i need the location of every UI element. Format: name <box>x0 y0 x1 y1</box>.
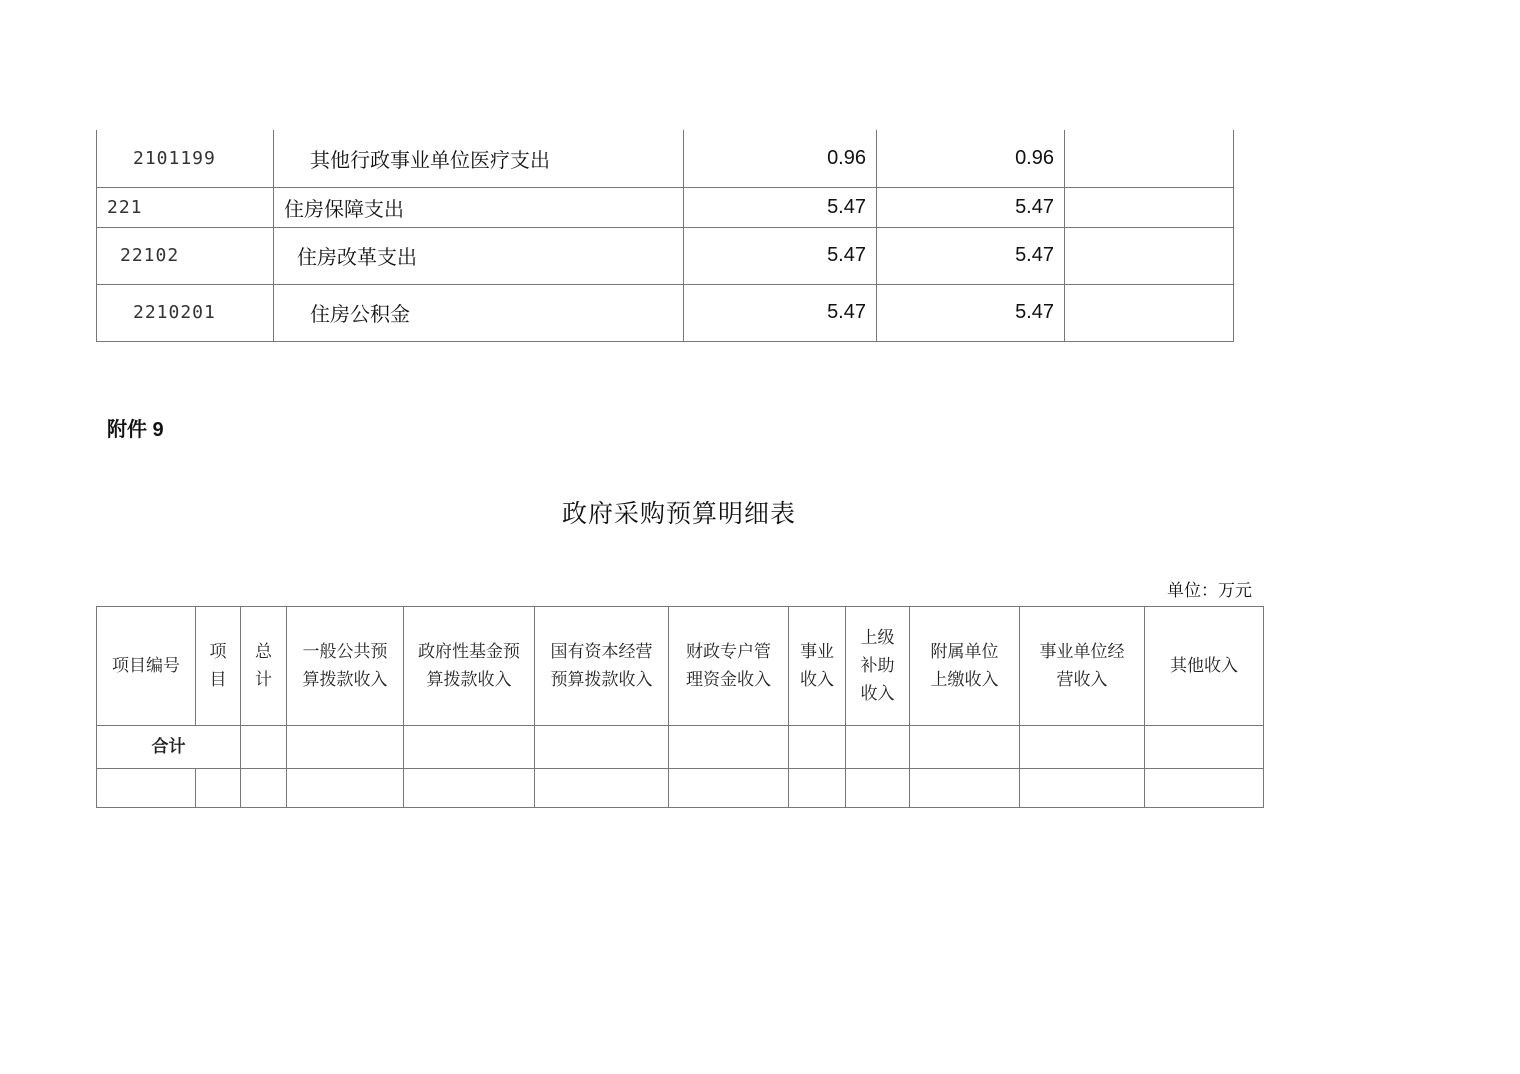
table-cell <box>846 726 910 769</box>
table-cell <box>789 726 846 769</box>
header-state-capital: 国有资本经营预算拨款收入 <box>535 607 669 726</box>
header-gov-fund: 政府性基金预算拨款收入 <box>404 607 535 726</box>
expense-name: 其他行政事业单位医疗支出 <box>274 130 684 187</box>
table-row <box>97 284 1234 341</box>
header-project-code: 项目编号 <box>97 607 196 726</box>
expense-total: 5.47 <box>684 284 877 341</box>
total-row <box>97 726 1264 769</box>
expense-project <box>1065 187 1234 227</box>
table-cell <box>910 769 1020 808</box>
header-special-fund: 财政专户管理资金收入 <box>669 607 789 726</box>
header-total: 总计 <box>241 607 287 726</box>
expense-project <box>1065 130 1234 187</box>
table-cell <box>535 726 669 769</box>
table-cell <box>535 769 669 808</box>
table-row <box>97 130 1234 187</box>
attachment-label: 附件 9 <box>107 419 164 441</box>
table-cell <box>1020 769 1145 808</box>
expense-code: 2210201 <box>97 284 274 341</box>
table-cell <box>1145 769 1264 808</box>
total-row-label: 合计 <box>97 726 241 769</box>
header-other-income: 其他收入 <box>1145 607 1264 726</box>
expense-code: 221 <box>97 187 274 227</box>
table-cell <box>910 726 1020 769</box>
table-cell <box>1145 726 1264 769</box>
header-superior-subsidy: 上级补助收入 <box>846 607 910 726</box>
header-general-public: 一般公共预算拨款收入 <box>287 607 404 726</box>
table-cell <box>669 769 789 808</box>
table-cell <box>669 726 789 769</box>
table-cell <box>287 726 404 769</box>
page-title: 政府采购预算明细表 <box>561 499 796 528</box>
table-cell <box>789 769 846 808</box>
expense-name: 住房保障支出 <box>274 187 684 227</box>
table-cell <box>196 769 241 808</box>
header-project: 项目 <box>196 607 241 726</box>
table-row <box>97 187 1234 227</box>
header-affiliated-units: 附属单位上缴收入 <box>910 607 1020 726</box>
expense-basic: 5.47 <box>877 187 1065 227</box>
table-cell <box>97 769 196 808</box>
expense-total: 5.47 <box>684 227 877 284</box>
table-cell <box>404 769 535 808</box>
table-row <box>97 769 1264 808</box>
expense-name: 住房改革支出 <box>274 227 684 284</box>
table-row <box>97 227 1234 284</box>
expense-code: 2101199 <box>97 130 274 187</box>
table-cell <box>404 726 535 769</box>
header-business-operation: 事业单位经营收入 <box>1020 607 1145 726</box>
expense-basic: 5.47 <box>877 284 1065 341</box>
header-business-income: 事业收入 <box>789 607 846 726</box>
table-header-row <box>97 607 1264 726</box>
expense-total: 0.96 <box>684 130 877 187</box>
expense-total: 5.47 <box>684 187 877 227</box>
procurement-budget-table <box>96 606 1264 808</box>
table-cell <box>241 726 287 769</box>
expense-code: 22102 <box>97 227 274 284</box>
table-cell <box>287 769 404 808</box>
expense-project <box>1065 227 1234 284</box>
table-cell <box>241 769 287 808</box>
table-cell <box>1020 726 1145 769</box>
expense-basic: 0.96 <box>877 130 1065 187</box>
table-cell <box>846 769 910 808</box>
expense-name: 住房公积金 <box>274 284 684 341</box>
unit-label: 单位：万元 <box>1167 581 1252 601</box>
expense-project <box>1065 284 1234 341</box>
expense-basic: 5.47 <box>877 227 1065 284</box>
budget-expense-table <box>96 130 1234 342</box>
